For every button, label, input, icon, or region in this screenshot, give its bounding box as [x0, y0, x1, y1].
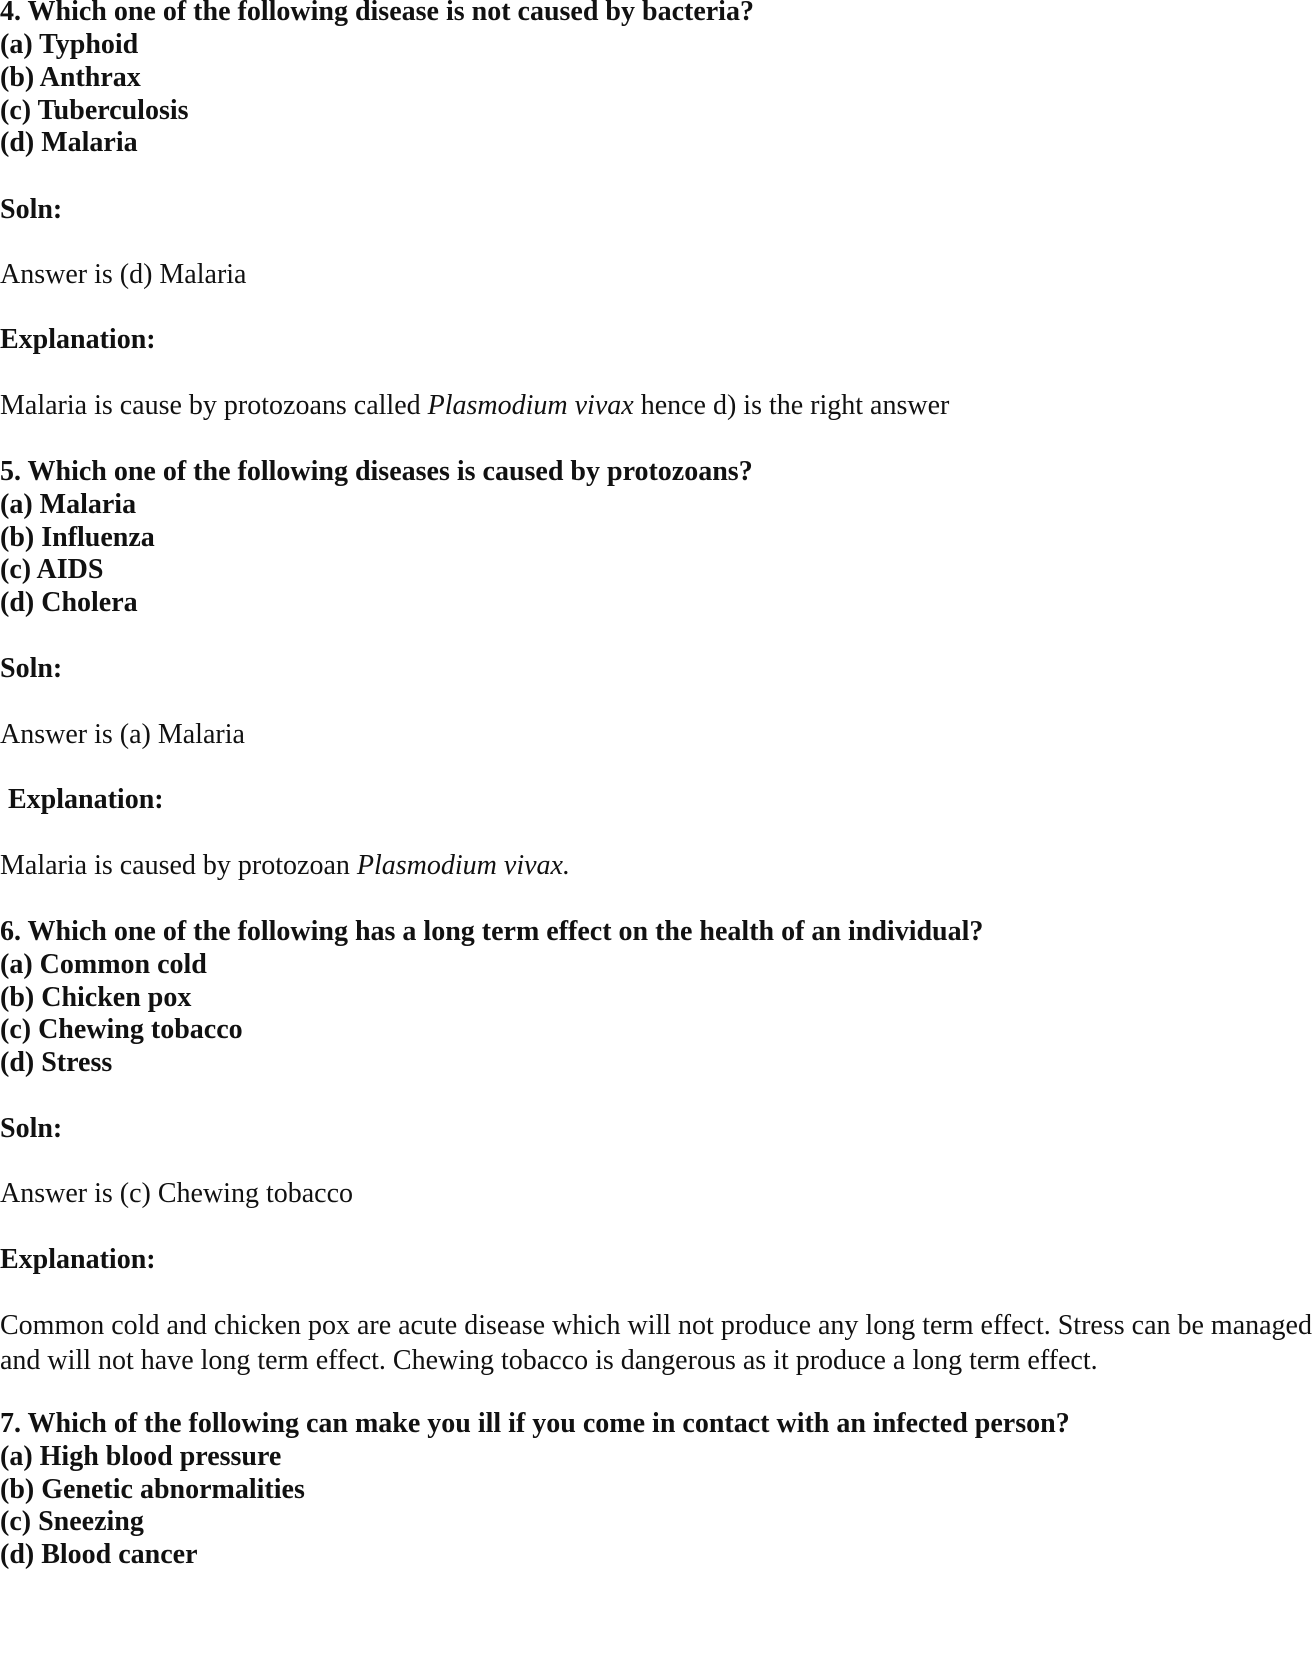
question-5-soln-label: Soln:: [0, 653, 63, 684]
question-7-option-b: (b) Genetic abnormalities: [0, 1474, 305, 1505]
question-6-answer: Answer is (c) Chewing tobacco: [0, 1178, 354, 1209]
question-7-option-c: (c) Sneezing: [0, 1506, 144, 1537]
question-7-text: 7. Which of the following can make you ill if you come in contact with an infected person?: [0, 1408, 1070, 1439]
question-4-option-c: (c) Tuberculosis: [0, 95, 189, 126]
question-5-text: 5. Which one of the following diseases is caused by protozoans?: [0, 456, 753, 487]
question-5-option-b: (b) Influenza: [0, 522, 155, 553]
question-4-option-a: (a) Typhoid: [0, 29, 139, 60]
question-6-option-c: (c) Chewing tobacco: [0, 1014, 243, 1045]
question-5-option-a: (a) Malaria: [0, 489, 137, 520]
question-4-explanation-label: Explanation:: [0, 324, 156, 355]
question-6-option-b: (b) Chicken pox: [0, 982, 192, 1013]
question-6-explanation: Common cold and chicken pox are acute disease which will not produce any long term effect. Stress can be managed and will not have long term effect. Chewing tobacco is dangerous as it produce a long term effect.: [0, 1310, 1312, 1376]
question-6-explanation-label: Explanation:: [0, 1244, 156, 1275]
question-4-explanation: [0, 389, 949, 423]
question-5-explanation-label: Explanation:: [8, 784, 164, 815]
question-5-explanation-text: Malaria is caused by protozoan: [0, 850, 357, 881]
question-4-option-d: (d) Malaria: [0, 127, 138, 158]
question-4-option-b: (b) Anthrax: [0, 62, 141, 93]
question-6-option-d: (d) Stress: [0, 1047, 113, 1078]
question-6-text: 6. Which one of the following has a long term effect on the health of an individual?: [0, 916, 984, 947]
question-4-text: 4. Which one of the following disease is not caused by bacteria?: [0, 0, 754, 27]
question-5-option-d: (d) Cholera: [0, 587, 138, 618]
question-6-option-a: (a) Common cold: [0, 949, 207, 980]
question-6-soln-label: Soln:: [0, 1113, 63, 1144]
question-4-answer: Answer is (d) Malaria: [0, 259, 247, 290]
question-5-explanation-species: Plasmodium vivax.: [356, 850, 570, 881]
question-4-explanation-tail: hence d) is the right answer: [633, 390, 950, 421]
question-5-explanation: [0, 849, 570, 883]
question-4-explanation-species: Plasmodium vivax: [427, 390, 634, 421]
question-7-option-a: (a) High blood pressure: [0, 1441, 282, 1472]
question-5-answer: Answer is (a) Malaria: [0, 719, 245, 750]
question-4-soln-label: Soln:: [0, 194, 63, 225]
question-7-option-d: (d) Blood cancer: [0, 1539, 198, 1570]
question-4-explanation-text: Malaria is cause by protozoans called: [0, 390, 428, 421]
question-5-option-c: (c) AIDS: [0, 554, 104, 585]
